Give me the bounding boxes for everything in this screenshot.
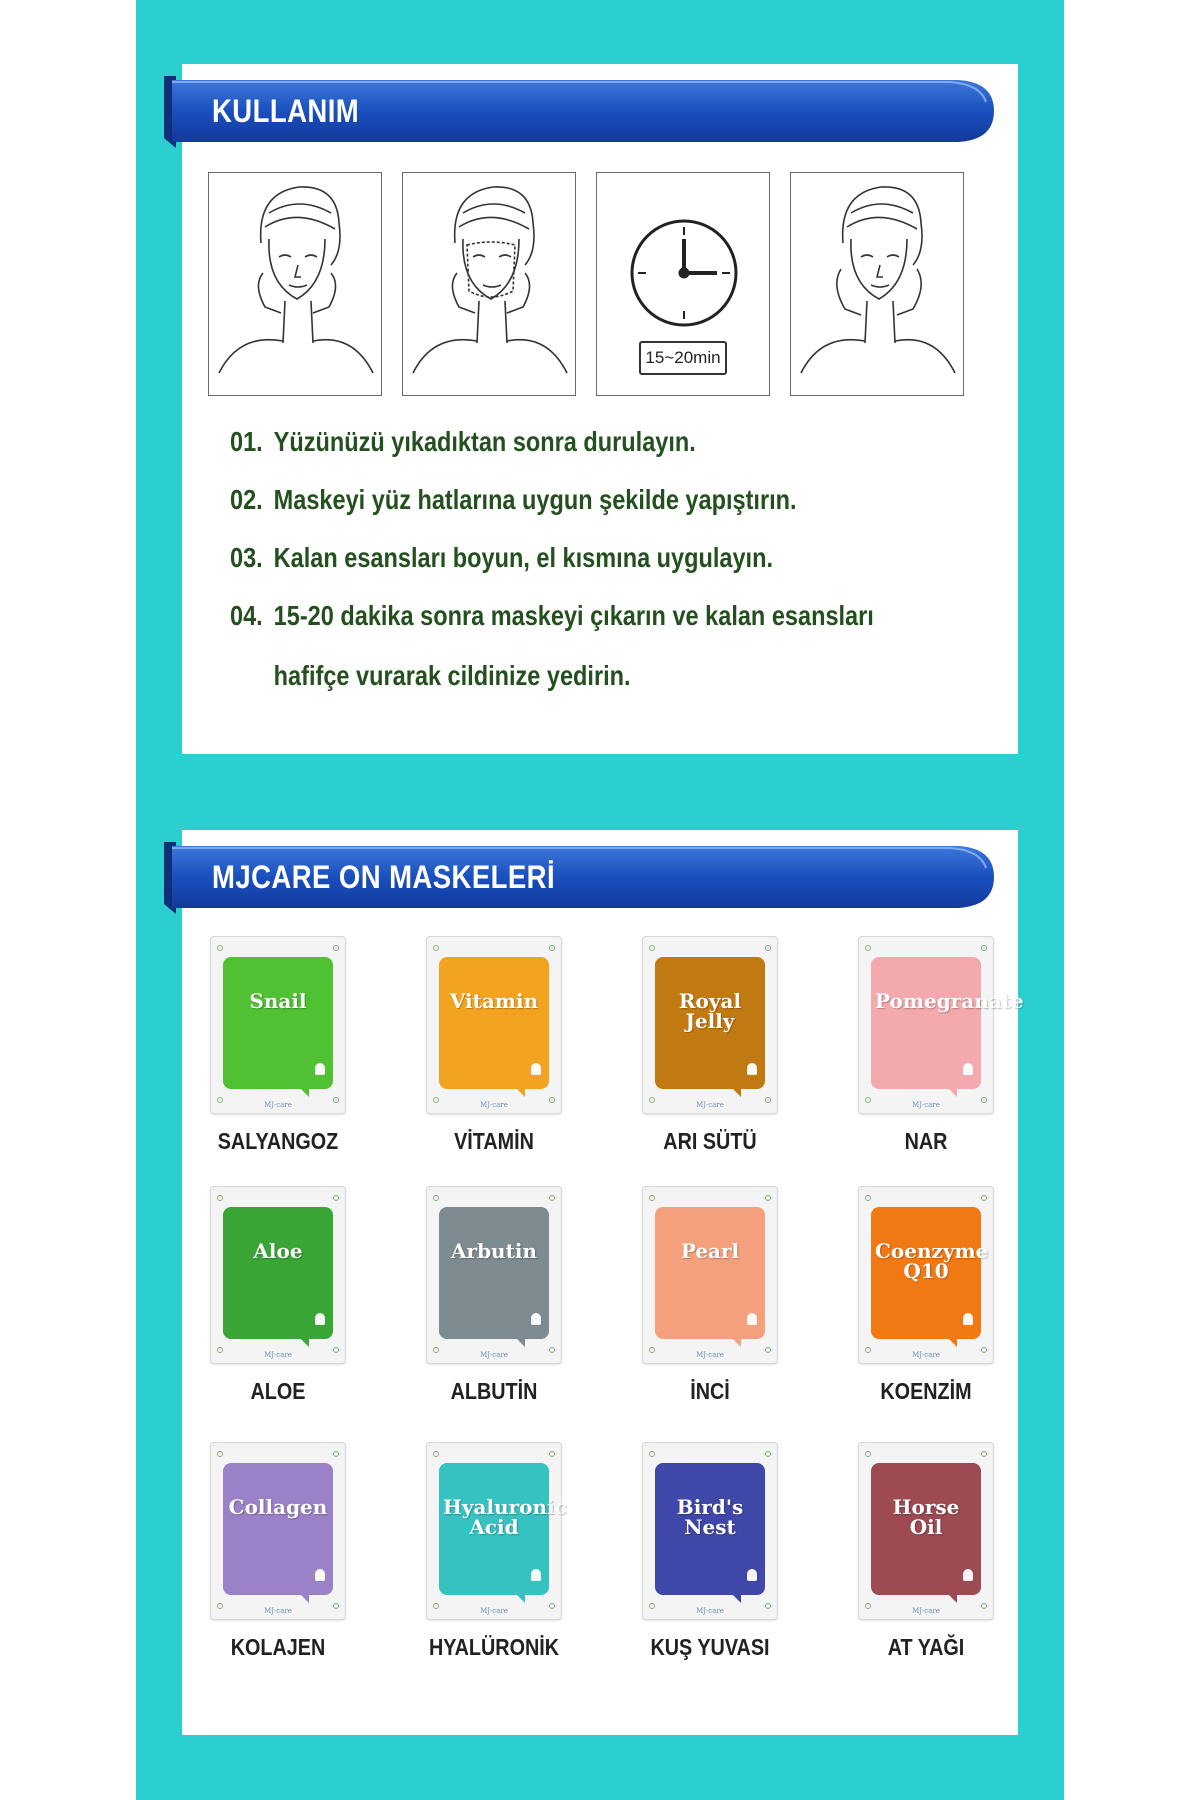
- brand-logo: MJ·care: [696, 1101, 724, 1109]
- mask-pack-face: [439, 1463, 567, 1595]
- speech-tail-icon: [516, 1594, 525, 1603]
- pack-hole-icon: [433, 1195, 439, 1201]
- mask-pack-face: [871, 1207, 989, 1339]
- pack-hole-icon: [217, 1451, 223, 1457]
- mask-pack-name: Arbutin: [451, 1239, 537, 1263]
- brand-logo: MJ·care: [912, 1101, 940, 1109]
- mask-pack-name: Collagen: [228, 1495, 328, 1519]
- mask-shape-icon: [963, 1313, 973, 1325]
- mask-label: ALOE: [250, 1378, 306, 1404]
- speech-tail-icon: [732, 1594, 741, 1603]
- step-4-illustration: [790, 172, 964, 396]
- mask-pack-image: [426, 1186, 562, 1364]
- mask-grid: [182, 936, 1024, 1706]
- mask-label: ALBUTİN: [450, 1378, 538, 1404]
- mask-pack-image: [858, 1442, 994, 1620]
- speech-tail-icon: [300, 1088, 309, 1097]
- speech-tail-icon: [948, 1338, 957, 1347]
- pack-hole-icon: [981, 1451, 987, 1457]
- speech-tail-icon: [516, 1338, 525, 1347]
- mask-label: KUŞ YUVASI: [650, 1634, 770, 1660]
- mask-label: İNCİ: [690, 1378, 730, 1404]
- mask-pack-face: [223, 1207, 333, 1339]
- pack-hole-icon: [765, 1195, 771, 1201]
- step-3-timer: [596, 172, 770, 396]
- timer-label: 15~20min: [639, 341, 727, 375]
- instruction-2: 02. Maskeyi yüz hatlarına uygun şekilde yapıştırın.: [230, 484, 797, 515]
- mask-pack-image: [210, 936, 346, 1114]
- mask-item[interactable]: [426, 1442, 566, 1662]
- mask-label: ARI SÜTÜ: [663, 1128, 757, 1154]
- mask-pack-name: Vitamin: [449, 989, 539, 1013]
- instruction-3: 03. Kalan esansları boyun, el kısmına uygulayın.: [230, 542, 774, 573]
- brand-logo: MJ·care: [480, 1351, 508, 1359]
- mask-shape-icon: [747, 1569, 757, 1581]
- pack-hole-icon: [765, 945, 771, 951]
- mask-pack-name: Pomegranate: [875, 989, 1024, 1013]
- mask-pack-face: [439, 957, 549, 1089]
- pack-hole-icon: [433, 1451, 439, 1457]
- brand-logo: MJ·care: [480, 1607, 508, 1615]
- pack-hole-icon: [333, 1195, 339, 1201]
- mask-pack-image: [426, 936, 562, 1114]
- mask-item[interactable]: [426, 936, 566, 1156]
- mask-pack-name: Bird's Nest: [676, 1495, 744, 1539]
- mask-pack-name: Royal Jelly: [678, 989, 742, 1033]
- mask-item[interactable]: [210, 936, 350, 1156]
- instruction-4: 04. 15-20 dakika sonra maskeyi çıkarın ve kalan esansları: [230, 600, 874, 631]
- mask-shape-icon: [963, 1063, 973, 1075]
- pack-hole-icon: [649, 945, 655, 951]
- brand-logo: MJ·care: [912, 1351, 940, 1359]
- mask-item[interactable]: [858, 936, 1024, 1156]
- step-2-illustration: [402, 172, 576, 396]
- mask-label: AT YAĞI: [887, 1634, 965, 1660]
- mask-item[interactable]: [210, 1442, 350, 1662]
- mask-pack-face: [655, 957, 765, 1089]
- mask-pack-image: [858, 1186, 994, 1364]
- mask-item[interactable]: [858, 1442, 998, 1662]
- mask-shape-icon: [315, 1313, 325, 1325]
- usage-title: KULLANIM: [212, 93, 360, 129]
- speech-tail-icon: [948, 1594, 957, 1603]
- pack-hole-icon: [549, 1195, 555, 1201]
- mask-pack-face: [223, 957, 333, 1089]
- pack-hole-icon: [981, 945, 987, 951]
- mask-pack-name: Coenzyme Q10: [875, 1239, 989, 1283]
- pack-hole-icon: [981, 1195, 987, 1201]
- mask-shape-icon: [315, 1063, 325, 1075]
- speech-tail-icon: [516, 1088, 525, 1097]
- mask-pack-image: [426, 1442, 567, 1620]
- mask-shape-icon: [747, 1063, 757, 1075]
- pack-hole-icon: [649, 1195, 655, 1201]
- pack-hole-icon: [333, 945, 339, 951]
- mask-pack-image: [642, 1442, 778, 1620]
- mask-shape-icon: [747, 1313, 757, 1325]
- pack-hole-icon: [649, 1451, 655, 1457]
- pack-hole-icon: [433, 945, 439, 951]
- mask-label: VİTAMİN: [454, 1128, 534, 1154]
- brand-logo: MJ·care: [264, 1607, 292, 1615]
- mask-shape-icon: [531, 1063, 541, 1075]
- speech-tail-icon: [732, 1088, 741, 1097]
- usage-panel: [182, 64, 1018, 754]
- pack-hole-icon: [549, 1451, 555, 1457]
- mask-item[interactable]: [642, 936, 782, 1156]
- step-1-illustration: [208, 172, 382, 396]
- masks-panel: [182, 830, 1024, 1735]
- pack-hole-icon: [333, 1451, 339, 1457]
- speech-tail-icon: [300, 1338, 309, 1347]
- mask-item[interactable]: [642, 1442, 782, 1662]
- mask-pack-name: Pearl: [680, 1239, 740, 1263]
- pack-hole-icon: [865, 1451, 871, 1457]
- mask-pack-name: Snail: [249, 989, 307, 1013]
- mask-label: KOLAJEN: [230, 1634, 326, 1660]
- usage-steps: [208, 172, 988, 400]
- mask-pack-face: [655, 1463, 765, 1595]
- pack-hole-icon: [549, 945, 555, 951]
- speech-tail-icon: [732, 1338, 741, 1347]
- speech-tail-icon: [948, 1088, 957, 1097]
- mask-pack-name: Hyaluronic Acid: [443, 1495, 567, 1539]
- pack-hole-icon: [765, 1451, 771, 1457]
- mask-label: HYALÜRONİK: [428, 1634, 560, 1660]
- masks-title: MJCARE ON MASKELERİ: [212, 859, 556, 895]
- mask-shape-icon: [315, 1569, 325, 1581]
- mask-label: NAR: [904, 1128, 948, 1154]
- mask-shape-icon: [963, 1569, 973, 1581]
- mask-pack-name: Horse Oil: [892, 1495, 960, 1539]
- mask-pack-face: [655, 1207, 765, 1339]
- mask-pack-face: [871, 1463, 981, 1595]
- mask-item[interactable]: [210, 1186, 350, 1406]
- mask-shape-icon: [531, 1569, 541, 1581]
- mask-pack-image: [210, 1442, 346, 1620]
- mask-pack-face: [439, 1207, 549, 1339]
- mask-item[interactable]: [426, 1186, 566, 1406]
- mask-pack-name: Aloe: [253, 1239, 303, 1263]
- mask-label: KOENZİM: [880, 1378, 972, 1404]
- pack-hole-icon: [865, 945, 871, 951]
- usage-banner: [160, 74, 1004, 148]
- mask-pack-image: [210, 1186, 346, 1364]
- pack-hole-icon: [217, 1195, 223, 1201]
- instruction-4-continued: hafifçe vurarak cildinize yedirin.: [273, 660, 631, 691]
- masks-banner: [160, 840, 1004, 914]
- mask-pack-image: [858, 936, 1024, 1114]
- brand-logo: MJ·care: [264, 1351, 292, 1359]
- mask-pack-face: [871, 957, 1024, 1089]
- brand-logo: MJ·care: [696, 1351, 724, 1359]
- mask-pack-face: [223, 1463, 333, 1595]
- brand-logo: MJ·care: [912, 1607, 940, 1615]
- speech-tail-icon: [300, 1594, 309, 1603]
- mask-shape-icon: [531, 1313, 541, 1325]
- mask-label: SALYANGOZ: [217, 1128, 339, 1154]
- mask-item[interactable]: [642, 1186, 782, 1406]
- mask-pack-image: [642, 936, 778, 1114]
- brand-logo: MJ·care: [696, 1607, 724, 1615]
- mask-pack-image: [642, 1186, 778, 1364]
- brand-logo: MJ·care: [264, 1101, 292, 1109]
- brand-logo: MJ·care: [480, 1101, 508, 1109]
- mask-item[interactable]: [858, 1186, 998, 1406]
- instruction-1: 01. Yüzünüzü yıkadıktan sonra durulayın.: [230, 426, 696, 457]
- pack-hole-icon: [217, 945, 223, 951]
- pack-hole-icon: [865, 1195, 871, 1201]
